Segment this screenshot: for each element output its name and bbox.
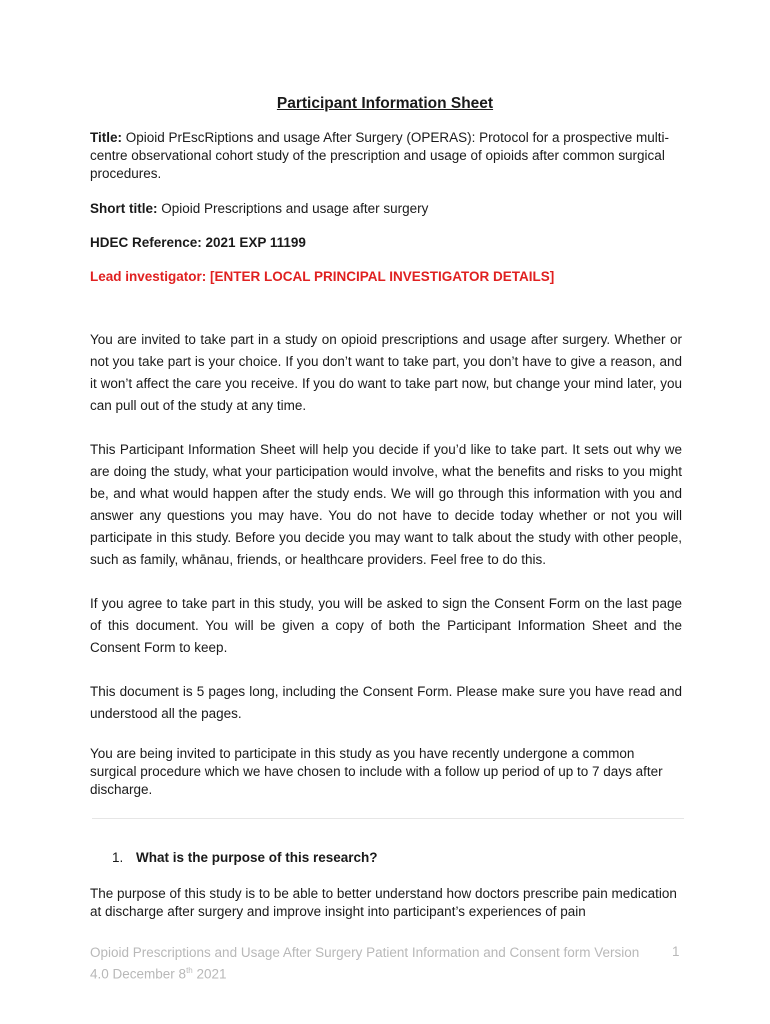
lead-investigator: Lead investigator: [ENTER LOCAL PRINCIPAL INVESTIGATOR DETAILS] [90, 269, 555, 284]
page-number: 1 [672, 944, 680, 959]
section-1-title: What is the purpose of this research? [136, 850, 378, 865]
short-title-label: Short title: [90, 201, 158, 216]
section-divider [92, 818, 684, 819]
short-title-line [90, 200, 682, 218]
paragraph-information-sheet: This Participant Information Sheet will help you decide if you’d like to take part. It sets out why we are doing the study, what your participation would involve, what the benefits and risks to you might be, and what would happen after the study ends. We will go through this information with you and answer any questions you may have. You do not have to decide today whether or not you will participate in this study. Before you decide you may want to talk about the study with other people, such as family, whānau, friends, or healthcare providers. Feel free to do this. [90, 442, 682, 567]
paragraph-invitation: You are invited to take part in a study on opioid prescriptions and usage after surgery. Whether or not you take part is your choice. If you don’t want to take part, you don’t have to give a reason, and it won’t affect the care you receive. If you do want to take part now, but change your mind later, you can pull out of the study at any time. [90, 332, 682, 413]
page-footer [90, 944, 655, 984]
section-1-text: The purpose of this study is to be able to better understand how doctors prescribe pain medication at discharge after surgery and improve insight into participant’s experiences of pain [90, 886, 677, 919]
hdec-reference: HDEC Reference: 2021 EXP 11199 [90, 235, 306, 250]
title-line [90, 129, 682, 183]
footer-year: 2021 [192, 966, 227, 982]
paragraph-eligibility: You are being invited to participate in this study as you have recently undergone a common surgical procedure which we have chosen to include with a follow up period of up to 7 days after discharge. [90, 746, 663, 797]
footer-superscript: th [186, 966, 193, 975]
paragraph-document-length: This document is 5 pages long, including the Consent Form. Please make sure you have read and understood all the pages. [90, 684, 682, 721]
paragraph-consent: If you agree to take part in this study, you will be asked to sign the Consent Form on the last page of this document. You will be given a copy of both the Participant Information Sheet and the Consent Form to keep. [90, 596, 682, 655]
footer-text: Opioid Prescriptions and Usage After Surgery Patient Information and Consent form Version 4.0 December 8 [90, 945, 640, 982]
section-1-heading [112, 850, 378, 865]
title-label: Title: [90, 130, 123, 145]
title-text: Opioid PrEscRiptions and usage After Surgery (OPERAS): Protocol for a prospective multi-centre observational cohort study of the prescription and usage of opioids after common surgical procedures. [90, 130, 669, 181]
section-1-number: 1. [112, 850, 124, 865]
short-title-text: Opioid Prescriptions and usage after surgery [157, 201, 429, 216]
document-heading: Participant Information Sheet [276, 95, 494, 112]
